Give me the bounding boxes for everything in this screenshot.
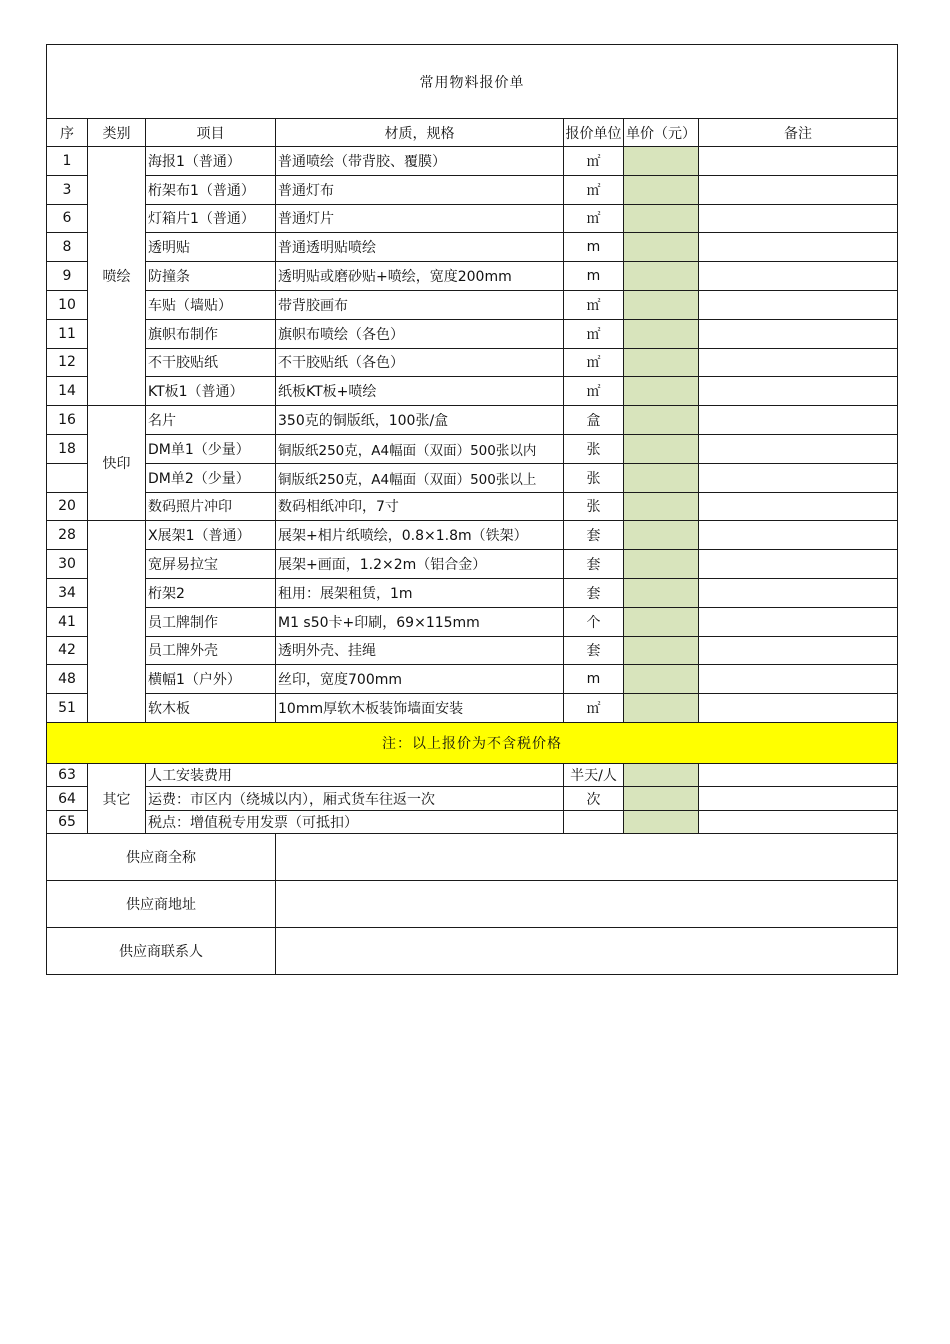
- row-seq: 8: [47, 233, 88, 262]
- remark-cell[interactable]: [699, 694, 898, 723]
- remark-cell[interactable]: [699, 521, 898, 550]
- row-item: 桁架2: [146, 578, 276, 607]
- row-unit: ㎡: [564, 694, 624, 723]
- header-row: [47, 119, 898, 147]
- row-unit: m: [564, 233, 624, 262]
- header-category: 类别: [88, 119, 146, 147]
- remark-cell[interactable]: [699, 578, 898, 607]
- row-unit: m: [564, 262, 624, 291]
- row-spec: 租用：展架租赁，1m: [276, 578, 564, 607]
- table-row: [47, 578, 898, 607]
- row-spec: 10mm厚软木板装饰墙面安装: [276, 694, 564, 723]
- row-spec: 展架+相片纸喷绘，0.8×1.8m（铁架）: [276, 521, 564, 550]
- row-unit: m: [564, 665, 624, 694]
- row-seq: 28: [47, 521, 88, 550]
- table-row: [47, 521, 898, 550]
- header-spec: 材质，规格: [276, 119, 564, 147]
- header-remark: 备注: [699, 119, 898, 147]
- remark-cell[interactable]: [699, 204, 898, 233]
- price-cell[interactable]: [624, 290, 699, 319]
- price-cell[interactable]: [624, 204, 699, 233]
- row-unit: 套: [564, 521, 624, 550]
- supplier-name-field[interactable]: [276, 834, 898, 881]
- row-unit: ㎡: [564, 377, 624, 406]
- row-spec: 铜版纸250克，A4幅面（双面）500张以内: [276, 434, 564, 463]
- row-unit: 个: [564, 607, 624, 636]
- category-print: 快印: [88, 406, 146, 521]
- header-unit: 报价单位: [564, 119, 624, 147]
- remark-cell[interactable]: [699, 233, 898, 262]
- row-seq: 64: [47, 787, 88, 811]
- table-row: [47, 233, 898, 262]
- row-spec: 普通透明贴喷绘: [276, 233, 564, 262]
- remark-cell[interactable]: [699, 434, 898, 463]
- category-other: 其它: [88, 763, 146, 834]
- table-row: [47, 492, 898, 521]
- category-display: [88, 521, 146, 723]
- table-row: [47, 319, 898, 348]
- table-row: [47, 290, 898, 319]
- table-row: [47, 550, 898, 579]
- row-unit: 张: [564, 463, 624, 492]
- row-seq: [47, 463, 88, 492]
- table-row: [47, 665, 898, 694]
- row-spec: 350克的铜版纸，100张/盒: [276, 406, 564, 435]
- price-cell[interactable]: [624, 810, 699, 834]
- row-spec: 普通灯片: [276, 204, 564, 233]
- row-item: 宽屏易拉宝: [146, 550, 276, 579]
- row-seq: 20: [47, 492, 88, 521]
- row-unit: 次: [564, 787, 624, 811]
- row-unit: [564, 810, 624, 834]
- row-seq: 12: [47, 348, 88, 377]
- table-row: [47, 694, 898, 723]
- price-cell[interactable]: [624, 233, 699, 262]
- row-spec: 铜版纸250克，A4幅面（双面）500张以上: [276, 463, 564, 492]
- row-item: KT板1（普通）: [146, 377, 276, 406]
- table-row: [47, 636, 898, 665]
- row-unit: 半天/人: [564, 763, 624, 787]
- tax-note-banner: 注：以上报价为不含税价格: [47, 722, 898, 763]
- row-unit: ㎡: [564, 348, 624, 377]
- remark-cell[interactable]: [699, 406, 898, 435]
- row-unit: 张: [564, 492, 624, 521]
- remark-cell[interactable]: [699, 377, 898, 406]
- price-cell[interactable]: [624, 319, 699, 348]
- supplier-contact-row: [47, 928, 898, 975]
- row-unit: 张: [564, 434, 624, 463]
- row-unit: 套: [564, 636, 624, 665]
- header-price: 单价（元）: [624, 119, 699, 147]
- row-unit: ㎡: [564, 204, 624, 233]
- table-row: [47, 175, 898, 204]
- row-seq: 65: [47, 810, 88, 834]
- row-spec: M1 s50卡+印刷，69×115mm: [276, 607, 564, 636]
- row-seq: 1: [47, 147, 88, 176]
- row-item: DM单2（少量）: [146, 463, 276, 492]
- row-spec: 普通灯布: [276, 175, 564, 204]
- table-row: [47, 262, 898, 291]
- remark-cell[interactable]: [699, 763, 898, 787]
- table-row: [47, 463, 898, 492]
- row-spec: 旗帜布喷绘（各色）: [276, 319, 564, 348]
- table-row: [47, 810, 898, 834]
- supplier-address-field[interactable]: [276, 881, 898, 928]
- supplier-address-row: [47, 881, 898, 928]
- header-seq: 序: [47, 119, 88, 147]
- row-spec: 展架+画面，1.2×2m（铝合金）: [276, 550, 564, 579]
- remark-cell[interactable]: [699, 550, 898, 579]
- row-item: 软木板: [146, 694, 276, 723]
- row-item: 员工牌制作: [146, 607, 276, 636]
- header-item: 项目: [146, 119, 276, 147]
- row-item: X展架1（普通）: [146, 521, 276, 550]
- row-item: 税点：增值税专用发票（可抵扣）: [146, 810, 564, 834]
- supplier-contact-label: 供应商联系人: [47, 928, 276, 975]
- price-cell[interactable]: [624, 492, 699, 521]
- row-item: 海报1（普通）: [146, 147, 276, 176]
- table-row: [47, 434, 898, 463]
- supplier-name-row: [47, 834, 898, 881]
- supplier-name-label: 供应商全称: [47, 834, 276, 881]
- row-seq: 42: [47, 636, 88, 665]
- row-spec: 不干胶贴纸（各色）: [276, 348, 564, 377]
- row-seq: 9: [47, 262, 88, 291]
- price-cell[interactable]: [624, 406, 699, 435]
- row-spec: 透明外壳、挂绳: [276, 636, 564, 665]
- row-spec: 透明贴或磨砂贴+喷绘，宽度200mm: [276, 262, 564, 291]
- table-row: [47, 348, 898, 377]
- table-row: [47, 406, 898, 435]
- price-cell[interactable]: [624, 147, 699, 176]
- remark-cell[interactable]: [699, 262, 898, 291]
- row-spec: 丝印，宽度700mm: [276, 665, 564, 694]
- row-spec: 纸板KT板+喷绘: [276, 377, 564, 406]
- remark-cell[interactable]: [699, 290, 898, 319]
- row-seq: 3: [47, 175, 88, 204]
- row-unit: 盒: [564, 406, 624, 435]
- remark-cell[interactable]: [699, 463, 898, 492]
- row-seq: 11: [47, 319, 88, 348]
- row-item: 运费：市区内（绕城以内），厢式货车往返一次: [146, 787, 564, 811]
- row-seq: 41: [47, 607, 88, 636]
- row-item: 防撞条: [146, 262, 276, 291]
- row-unit: ㎡: [564, 319, 624, 348]
- row-unit: 套: [564, 550, 624, 579]
- row-seq: 51: [47, 694, 88, 723]
- price-cell[interactable]: [624, 377, 699, 406]
- price-cell[interactable]: [624, 175, 699, 204]
- remark-cell[interactable]: [699, 607, 898, 636]
- category-spray: 喷绘: [88, 147, 146, 406]
- price-cell[interactable]: [624, 463, 699, 492]
- table-row: [47, 377, 898, 406]
- price-cell[interactable]: [624, 636, 699, 665]
- row-seq: 48: [47, 665, 88, 694]
- row-seq: 10: [47, 290, 88, 319]
- price-cell[interactable]: [624, 787, 699, 811]
- row-seq: 63: [47, 763, 88, 787]
- price-cell[interactable]: [624, 694, 699, 723]
- supplier-address-label: 供应商地址: [47, 881, 276, 928]
- row-item: 旗帜布制作: [146, 319, 276, 348]
- table-row: [47, 147, 898, 176]
- row-item: DM单1（少量）: [146, 434, 276, 463]
- remark-cell[interactable]: [699, 665, 898, 694]
- price-cell[interactable]: [624, 665, 699, 694]
- price-cell[interactable]: [624, 262, 699, 291]
- row-unit: ㎡: [564, 147, 624, 176]
- row-item: 桁架布1（普通）: [146, 175, 276, 204]
- quote-sheet: [46, 44, 898, 975]
- supplier-contact-field[interactable]: [276, 928, 898, 975]
- remark-cell[interactable]: [699, 787, 898, 811]
- row-seq: 16: [47, 406, 88, 435]
- row-seq: 14: [47, 377, 88, 406]
- row-item: 人工安装费用: [146, 763, 564, 787]
- row-item: 横幅1（户外）: [146, 665, 276, 694]
- row-spec: 普通喷绘（带背胶、覆膜）: [276, 147, 564, 176]
- row-spec: 带背胶画布: [276, 290, 564, 319]
- remark-cell[interactable]: [699, 348, 898, 377]
- price-cell[interactable]: [624, 550, 699, 579]
- row-unit: ㎡: [564, 175, 624, 204]
- price-cell[interactable]: [624, 607, 699, 636]
- row-item: 不干胶贴纸: [146, 348, 276, 377]
- table-row: [47, 787, 898, 811]
- row-unit: 套: [564, 578, 624, 607]
- remark-cell[interactable]: [699, 175, 898, 204]
- row-item: 车贴（墙贴）: [146, 290, 276, 319]
- row-seq: 18: [47, 434, 88, 463]
- remark-cell[interactable]: [699, 810, 898, 834]
- row-item: 透明贴: [146, 233, 276, 262]
- price-cell[interactable]: [624, 763, 699, 787]
- price-cell[interactable]: [624, 434, 699, 463]
- price-cell[interactable]: [624, 348, 699, 377]
- row-spec: 数码相纸冲印，7寸: [276, 492, 564, 521]
- table-row: [47, 204, 898, 233]
- table-row: [47, 763, 898, 787]
- remark-cell[interactable]: [699, 636, 898, 665]
- remark-cell[interactable]: [699, 492, 898, 521]
- sheet-title: 常用物料报价单: [47, 45, 898, 119]
- row-item: 员工牌外壳: [146, 636, 276, 665]
- price-cell[interactable]: [624, 578, 699, 607]
- remark-cell[interactable]: [699, 319, 898, 348]
- remark-cell[interactable]: [699, 147, 898, 176]
- row-item: 数码照片冲印: [146, 492, 276, 521]
- table-row: [47, 607, 898, 636]
- row-item: 名片: [146, 406, 276, 435]
- row-item: 灯箱片1（普通）: [146, 204, 276, 233]
- row-seq: 30: [47, 550, 88, 579]
- row-seq: 34: [47, 578, 88, 607]
- row-seq: 6: [47, 204, 88, 233]
- price-cell[interactable]: [624, 521, 699, 550]
- row-unit: ㎡: [564, 290, 624, 319]
